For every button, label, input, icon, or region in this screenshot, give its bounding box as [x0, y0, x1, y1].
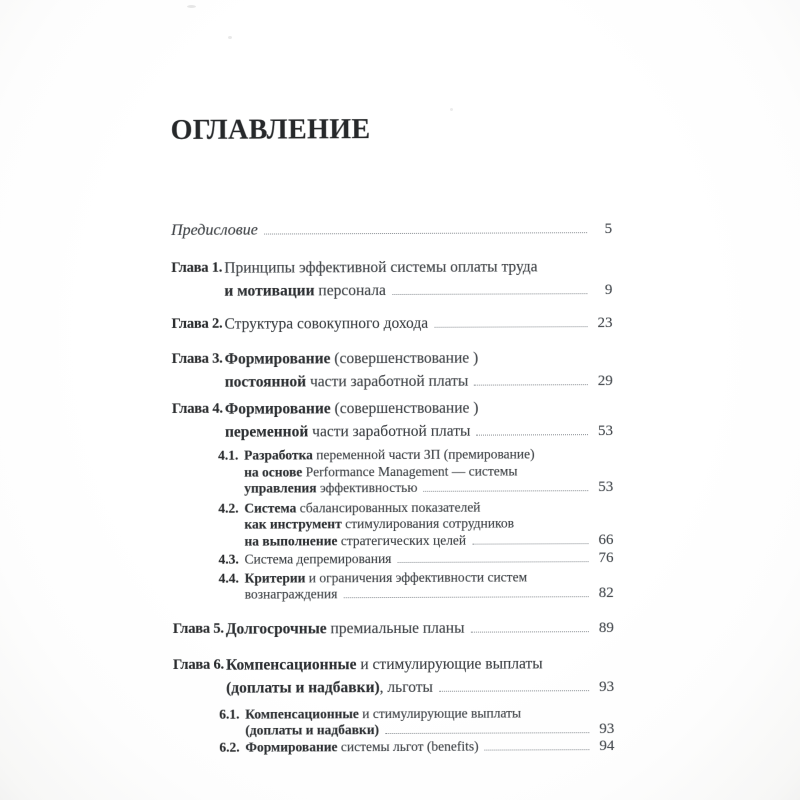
toc-line-text: Формирование системы льгот (benefits) — [245, 738, 479, 755]
toc-line — [245, 585, 614, 603]
toc-line-text: на основе Performance Management — системы — [244, 462, 518, 480]
toc-line-text: Разработка переменной части ЗП (премирование) — [244, 446, 535, 463]
toc-line-text: и мотивации персонала — [224, 282, 386, 300]
toc-line — [226, 652, 614, 677]
toc-entry — [173, 705, 614, 740]
dot-leader — [474, 384, 588, 385]
page-number: 76 — [598, 550, 614, 567]
dot-leader — [343, 596, 588, 598]
toc-line-text: (доплаты и надбавки), льготы — [226, 678, 433, 697]
toc-entry-label: 4.3. — [218, 551, 239, 567]
toc-entry-label: 6.1. — [219, 706, 240, 722]
page-number: 93 — [599, 721, 615, 738]
page-number: 23 — [597, 315, 613, 332]
toc-line — [224, 278, 612, 304]
toc-entry — [173, 738, 614, 756]
toc-line-text: Система депремирования — [244, 551, 392, 567]
toc-line — [225, 369, 613, 395]
toc-entry — [173, 616, 614, 642]
page-number: 53 — [598, 479, 614, 496]
toc-entry-label: Глава 6. — [172, 656, 225, 673]
toc-line — [245, 569, 614, 587]
toc-line-text: Формирование (совершенствование ) — [224, 399, 479, 418]
toc-line-text: Долгосрочные премиальные планы — [225, 619, 465, 638]
toc-line — [245, 738, 614, 756]
toc-line — [244, 532, 613, 550]
toc-entry — [173, 652, 614, 701]
toc-entry-label: Глава 3. — [171, 350, 223, 367]
toc-entry-label: Глава 5. — [172, 620, 224, 637]
toc-line — [245, 721, 614, 739]
toc-entry-label: Глава 1. — [171, 259, 223, 276]
page-number: 94 — [599, 737, 615, 754]
toc-line — [244, 463, 613, 481]
toc-line-text: (доплаты и надбавки) — [245, 722, 380, 738]
page-number: 82 — [598, 585, 614, 602]
page-title: ОГЛАВЛЕНИЕ — [170, 114, 371, 146]
toc-entry — [172, 499, 613, 550]
dot-leader — [470, 631, 588, 633]
page-number: 66 — [598, 531, 614, 548]
page-number: 5 — [604, 221, 613, 238]
toc-line — [171, 219, 612, 241]
toc-line-text: вознаграждения — [244, 586, 338, 602]
dot-leader — [434, 326, 587, 328]
dot-leader — [385, 732, 589, 734]
toc-line — [226, 675, 614, 701]
toc-line — [244, 446, 613, 464]
dot-leader — [476, 434, 588, 435]
toc-entry-label: 4.4. — [218, 570, 239, 586]
toc-line — [225, 346, 613, 371]
toc-line — [244, 479, 613, 497]
toc-line-text: Система сбалансированных показателей — [244, 499, 481, 516]
toc-entry-label: 6.2. — [219, 739, 240, 755]
toc-line-text: Критерии и ограничения эффективности систем — [244, 568, 528, 586]
toc-line-text: постоянной части заработной платы — [224, 372, 469, 391]
toc-line-text: переменной части заработной платы — [224, 422, 471, 441]
page-number: 53 — [597, 423, 614, 440]
toc-entry — [171, 219, 612, 241]
toc-line-text: на выполнение стратегических целей — [244, 532, 467, 549]
toc-line-text: Принципы эффективной системы оплаты труда — [224, 258, 538, 277]
toc-line-text: управления эффективностью — [244, 479, 418, 496]
dot-leader — [472, 543, 588, 545]
scan-artifact-speck — [228, 36, 232, 39]
book-page — [171, 111, 615, 756]
toc-line — [244, 515, 613, 533]
toc-line-text: Формирование (совершенствование ) — [224, 349, 479, 368]
toc-entry — [172, 446, 613, 497]
toc-line — [224, 255, 612, 280]
toc-line — [225, 396, 613, 421]
toc-entry — [173, 550, 614, 568]
toc-line-text: как инструмент стимулирования сотрудников — [244, 515, 515, 532]
toc-line-text: Компенсационные и стимулирующие выплаты — [225, 654, 543, 674]
toc-entry-label: 4.2. — [218, 500, 239, 516]
toc-list — [171, 219, 614, 756]
toc-line — [245, 550, 614, 568]
dot-leader — [423, 490, 588, 492]
toc-line-text: Предисловие — [171, 221, 258, 239]
toc-line — [224, 311, 612, 337]
toc-entry — [172, 346, 613, 395]
dot-leader — [397, 561, 588, 563]
toc-line-text: Структура совокупного дохода — [224, 314, 429, 333]
toc-entry-label: 4.1. — [218, 447, 239, 463]
scan-artifact-speck — [450, 108, 453, 111]
toc-entry — [171, 311, 612, 337]
toc-line — [244, 499, 613, 517]
toc-line — [245, 705, 614, 723]
toc-entry — [171, 255, 612, 304]
toc-line — [226, 616, 614, 642]
toc-entry — [172, 396, 613, 445]
dot-leader — [485, 749, 590, 750]
dot-leader — [264, 232, 587, 234]
toc-entry-label: Глава 2. — [171, 315, 223, 332]
scan-artifact-speck — [187, 5, 196, 8]
dot-leader — [439, 690, 589, 692]
toc-line — [225, 419, 613, 445]
page-number: 89 — [598, 619, 614, 636]
toc-line-text: Компенсационные и стимулирующие выплаты — [245, 704, 522, 722]
page-number: 9 — [604, 282, 613, 299]
page-number: 93 — [599, 678, 615, 695]
toc-entry — [173, 569, 614, 604]
toc-entry-label: Глава 4. — [171, 400, 223, 417]
dot-leader — [392, 293, 587, 295]
page-number: 29 — [597, 373, 613, 390]
